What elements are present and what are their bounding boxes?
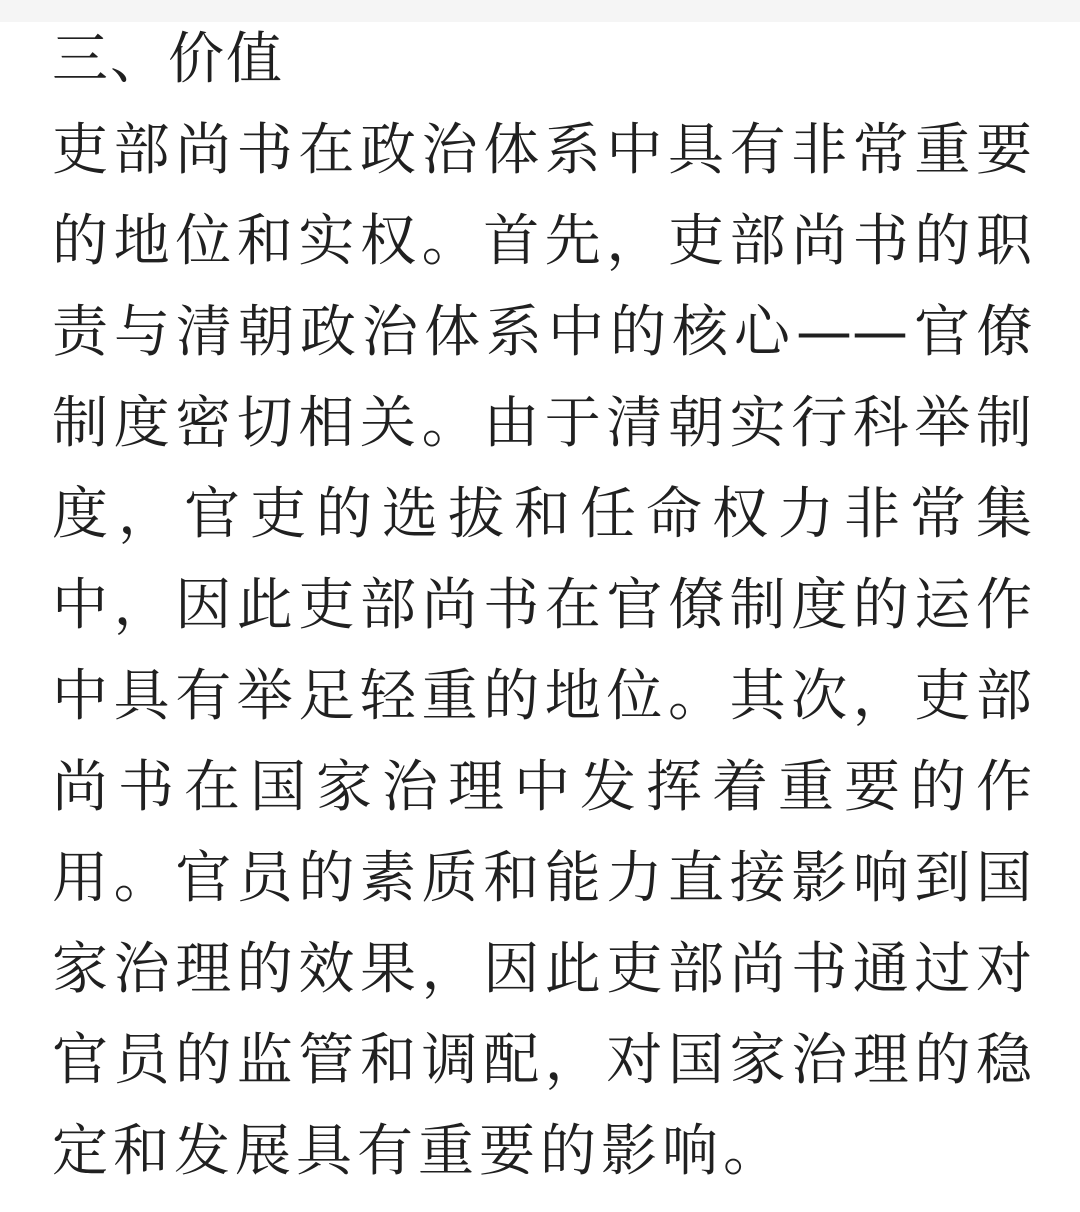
paragraph-line: 度，官吏的选拔和任命权力非常集	[52, 482, 1032, 547]
section-heading: 三、价值	[52, 27, 284, 92]
paragraph-line: 家治理的效果，因此吏部尚书通过对	[52, 937, 1032, 1002]
paragraph-line: 的地位和实权。首先，吏部尚书的职	[52, 209, 1032, 274]
paragraph-line: 吏部尚书在政治体系中具有非常重要	[52, 118, 1032, 183]
article-body	[52, 14, 1032, 1197]
paragraph-line: 尚书在国家治理中发挥着重要的作	[52, 755, 1032, 820]
paragraph-line: 制度密切相关。由于清朝实行科举制	[52, 391, 1032, 456]
paragraph-line: 官员的监管和调配，对国家治理的稳	[52, 1028, 1032, 1093]
paragraph-line: 用。官员的素质和能力直接影响到国	[52, 846, 1032, 911]
paragraph-line: 中，因此吏部尚书在官僚制度的运作	[52, 573, 1032, 638]
paragraph-line: 中具有举足轻重的地位。其次，吏部	[52, 664, 1032, 729]
paragraph-line: 责与清朝政治体系中的核心——官僚	[52, 300, 1032, 365]
paragraph-line-last: 定和发展具有重要的影响。	[52, 1119, 784, 1184]
